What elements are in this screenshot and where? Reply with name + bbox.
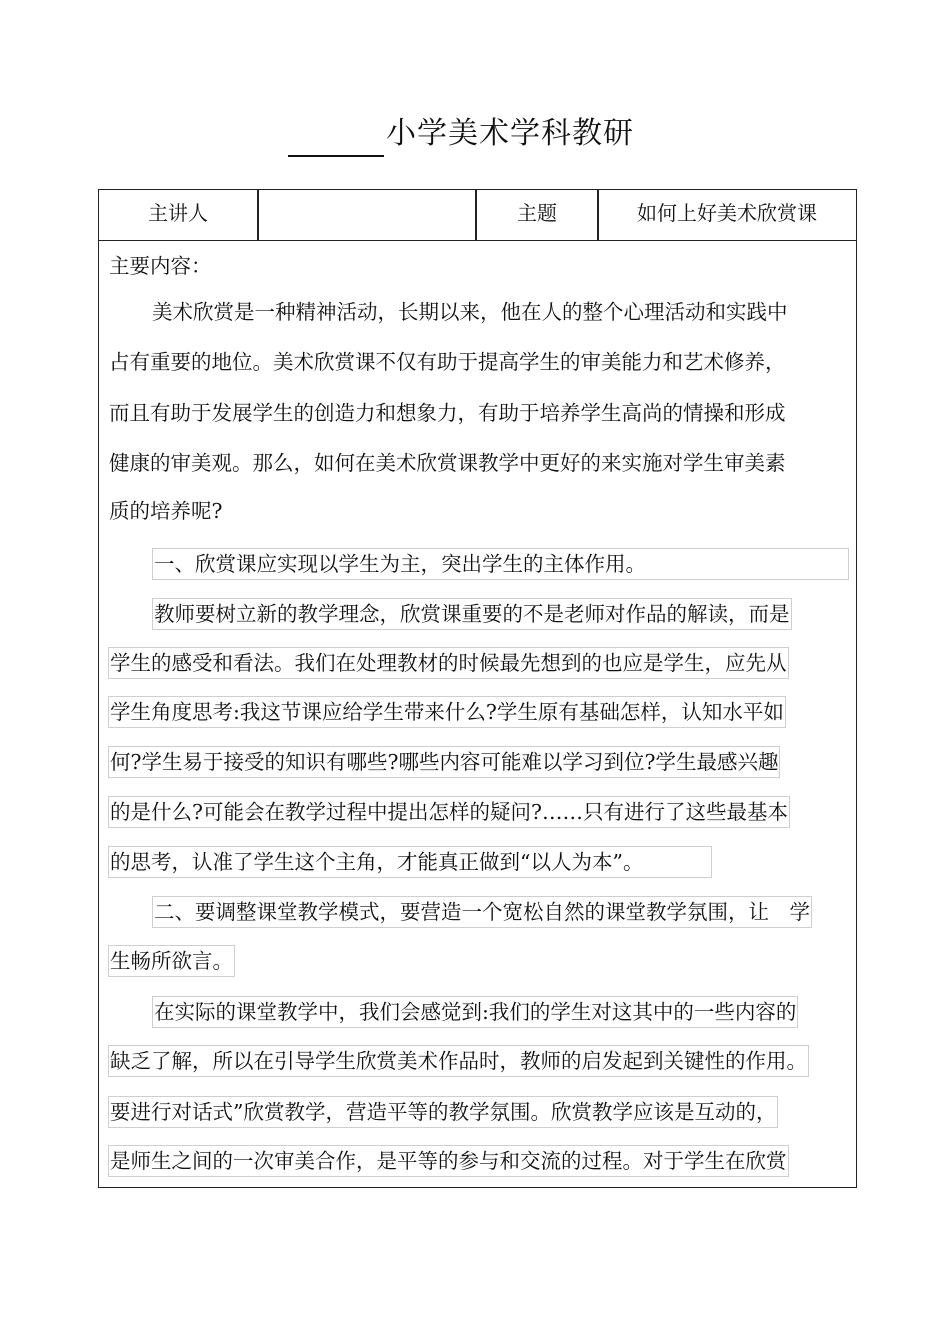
content-line: 是师生之间的一次审美合作，是平等的参与和交流的过程。对于学生在欣赏 [108,1145,789,1177]
topic-label: 主题 [517,201,557,225]
content-line: 缺乏了解，所以在引导学生欣赏美术作品时，教师的启发起到关键性的作用。 [108,1045,809,1077]
content-line: 要进行对话式”欣赏教学，营造平等的教学氛围。欣赏教学应该是互动的， [108,1096,778,1128]
content-line: 的思考，认准了学生这个主角，才能真正做到“以人为本”。 [108,846,712,878]
topic-value: 如何上好美术欣赏课 [637,201,817,225]
speaker-value [259,190,475,240]
content-line: 在实际的课堂教学中，我们会感觉到:我们的学生对这其中的一些内容的 [152,996,798,1028]
page-title: 小学美术学科教研 [386,116,634,151]
table-header-row [99,190,856,241]
content-line: 何?学生易于接受的知识有哪些?哪些内容可能难以学习到位?学生最感兴趣 [108,746,780,778]
content-line: 而且有助于发展学生的创造力和想象力，有助于培养学生高尚的情操和形成 [109,401,786,425]
title-underline [288,155,384,157]
content-line: 美术欣赏是一种精神活动，长期以来，他在人的整个心理活动和实践中 [152,300,788,324]
content-line: 学生角度思考:我这节课应给学生带来什么?学生原有基础怎样，认知水平如 [108,696,786,728]
content-line: 学生的感受和看法。我们在处理教材的时候最先想到的也应是学生，应先从 [108,647,789,679]
content-line: 教师要树立新的教学理念，欣赏课重要的不是老师对作品的解读，而是 [152,598,792,630]
content-line: 占有重要的地位。美术欣赏课不仅有助于提高学生的审美能力和艺术修养， [109,350,786,374]
content-line: 健康的审美观。那么，如何在美术欣赏课教学中更好的来实施对学生审美素 [109,451,786,475]
research-table [98,189,857,1188]
speaker-label: 主讲人 [148,201,208,225]
section-heading: 一、欣赏课应实现以学生为主，突出学生的主体作用。 [152,548,849,580]
content-line: 的是什么?可能会在教学过程中提出怎样的疑问?……只有进行了这些最基本 [108,796,790,828]
content-line: 生畅所欲言。 [108,945,235,977]
content-line: 质的培养呢? [109,499,223,523]
section-heading: 二、要调整课堂教学模式，要营造一个宽松自然的课堂教学氛围，让 学 [152,896,812,928]
content-heading: 主要内容： [109,254,212,278]
